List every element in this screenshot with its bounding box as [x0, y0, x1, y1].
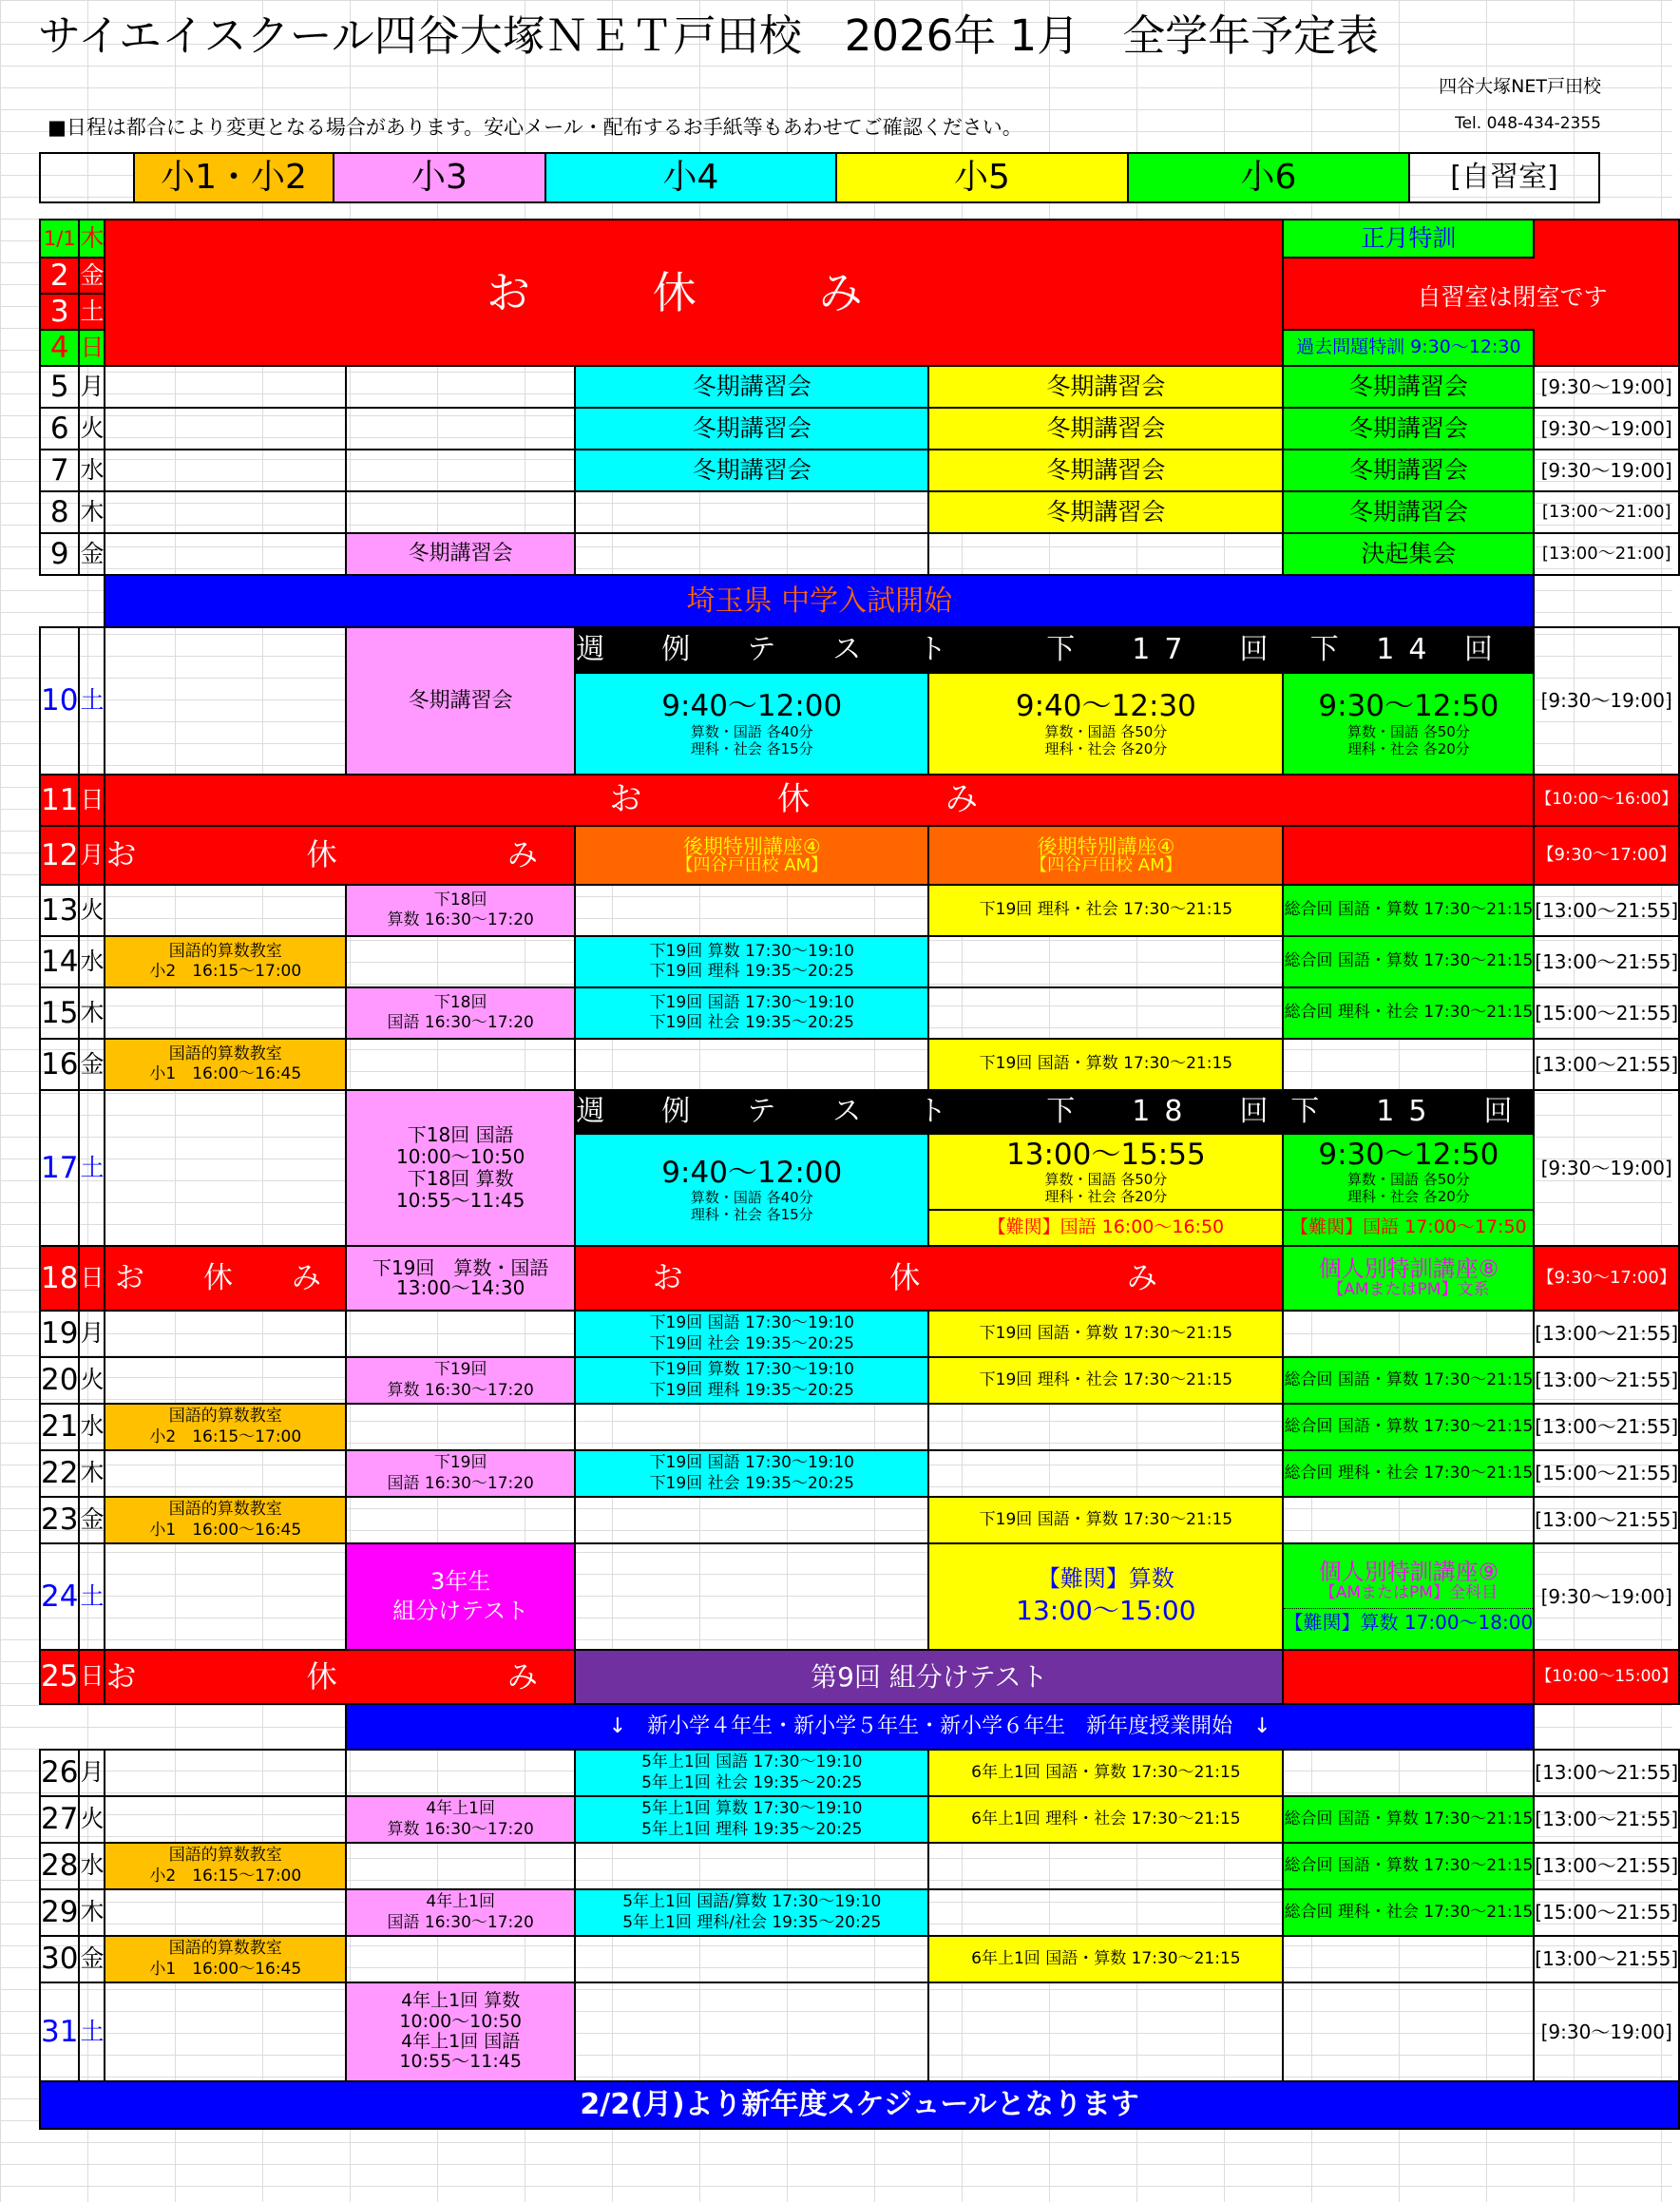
cell-g3: [346, 450, 575, 491]
cell-g6: 9:30～12:50 算数・国語 各50分 理科・社会 各20分: [1283, 673, 1534, 775]
weekday-cell: 日: [79, 1650, 105, 1704]
weekday-cell: 月: [79, 826, 105, 885]
date-cell: 17: [40, 1090, 79, 1246]
cell-g12: [105, 885, 346, 936]
date-cell: 7: [40, 450, 79, 491]
table-row: [40, 575, 1679, 627]
table-row: [40, 1796, 1679, 1843]
date-cell: 13: [40, 885, 79, 936]
weekday-cell: 月: [79, 366, 105, 408]
table-row: [40, 491, 1679, 533]
cell-g12: 国語的算数教室 小2 16:15～17:00: [105, 1404, 346, 1450]
table-row: [40, 533, 1679, 575]
weekday-cell: 日: [79, 1246, 105, 1311]
cell-g6: 総合回 国語・算数 17:30～21:15: [1283, 1357, 1534, 1404]
cell-g5: [928, 1889, 1283, 1936]
cell-g4: [575, 1039, 928, 1090]
cell-g6: 決起集会: [1283, 533, 1534, 575]
cell-g4: 下19回 算数 17:30～19:10 下19回 理科 19:35～20:25: [575, 1357, 928, 1404]
cell-g4: [575, 1543, 928, 1650]
col-grade-3: 小3: [334, 153, 545, 202]
weekday-cell: 金: [79, 1039, 105, 1090]
table-row: [40, 987, 1679, 1039]
weekday-cell: 月: [79, 1750, 105, 1796]
column-header: [39, 152, 1600, 203]
saitama-banner: 埼玉県 中学入試開始: [105, 575, 1534, 627]
schedule-table: [39, 219, 1680, 2130]
cell-g6: 9:30～12:50 算数・国語 各50分 理科・社会 各20分: [1283, 1134, 1534, 1210]
cell-g3: [346, 1750, 575, 1796]
date-cell: 19: [40, 1311, 79, 1357]
weekday-cell: 木: [79, 220, 105, 258]
cell-g4: [575, 1982, 928, 2081]
table-row: [40, 1843, 1679, 1889]
cell-g12: [105, 1889, 346, 1936]
cell-g3: 下19回 算数 16:30～17:20: [346, 1357, 575, 1404]
date-cell: 6: [40, 408, 79, 450]
cell-g5: [928, 1843, 1283, 1889]
weekday-cell: 火: [79, 885, 105, 936]
study-room-hours: 【9:30～17:00】: [1534, 826, 1679, 885]
date-cell: 30: [40, 1936, 79, 1982]
special-course: 正月特訓: [1283, 220, 1534, 258]
table-row: [40, 1450, 1679, 1497]
weekday-cell: 火: [79, 1796, 105, 1843]
date-cell: 15: [40, 987, 79, 1039]
cell-g6: [1283, 1311, 1534, 1357]
study-room-hours: [9:30～19:00]: [1534, 1543, 1679, 1650]
weekday-cell: 土: [79, 1982, 105, 2081]
cell-g12: 国語的算数教室 小1 16:00～16:45: [105, 1936, 346, 1982]
col-study-room: [自習室]: [1409, 153, 1599, 202]
cell-g5: 6年上1回 国語・算数 17:30～21:15: [928, 1936, 1283, 1982]
cell-g6: [1283, 1650, 1534, 1704]
holiday-banner: お 休 み: [105, 775, 1534, 826]
study-room-hours: [15:00～21:55]: [1534, 987, 1679, 1039]
weekday-cell: 水: [79, 1404, 105, 1450]
study-room-hours: [15:00～21:55]: [1534, 1889, 1679, 1936]
table-row: [40, 775, 1679, 826]
date-cell: 16: [40, 1039, 79, 1090]
cell-g5: 下19回 国語・算数 17:30～21:15: [928, 1311, 1283, 1357]
col-grade-6: 小6: [1128, 153, 1409, 202]
cell-g3: [346, 1039, 575, 1090]
cell-g12: 国語的算数教室 小1 16:00～16:45: [105, 1039, 346, 1090]
weekly-test-banner: 週 例 テ ス ト 下 18 回: [575, 1090, 1283, 1134]
weekday-cell: 金: [79, 1497, 105, 1543]
cell-g5: 後期特別講座④ 【四谷戸田校 AM】: [928, 826, 1283, 885]
holiday-banner: お 休 み: [105, 1650, 575, 1704]
table-row: [40, 885, 1679, 936]
date-cell: 28: [40, 1843, 79, 1889]
holiday-banner: お 休 み: [575, 1246, 1283, 1311]
study-room-hours: [13:00～21:55]: [1534, 1796, 1679, 1843]
table-row: [40, 1039, 1679, 1090]
weekday-cell: 月: [79, 1311, 105, 1357]
cell-g5: [928, 1404, 1283, 1450]
date-cell: 27: [40, 1796, 79, 1843]
cell-g12: [105, 533, 346, 575]
table-row: [40, 1311, 1679, 1357]
table-row: [40, 1750, 1679, 1796]
date-cell: 21: [40, 1404, 79, 1450]
table-row: [40, 1404, 1679, 1450]
grouping-test-banner: 第9回 組分けテスト: [575, 1650, 1283, 1704]
cell-g5: [928, 533, 1283, 575]
cell-g6: 冬期講習会: [1283, 491, 1534, 533]
cell-g6: [1283, 826, 1534, 885]
cell-g4: 下19回 国語 17:30～19:10 下19回 社会 19:35～20:25: [575, 1311, 928, 1357]
study-room-hours: [9:30～19:00]: [1534, 450, 1679, 491]
new-year-banner: ↓ 新小学４年生・新小学５年生・新小学６年生 新年度授業開始 ↓: [346, 1704, 1534, 1750]
cell-g4: 9:40～12:00 算数・国語 各40分 理科・社会 各15分: [575, 1134, 928, 1246]
cell-g6: 冬期講習会: [1283, 408, 1534, 450]
weekly-test-banner-g6: 下 14 回: [1283, 627, 1534, 673]
table-row: [40, 936, 1679, 987]
cell-g6: 個人別特訓講座⑧ 【AMまたはPM】文系: [1283, 1246, 1534, 1311]
date-cell: 10: [40, 627, 79, 775]
cell-g3: [346, 936, 575, 987]
cell-g4: 後期特別講座④ 【四谷戸田校 AM】: [575, 826, 928, 885]
table-row: [40, 1982, 1679, 2081]
study-room-hours: [13:00～21:55]: [1534, 1936, 1679, 1982]
date-cell: 14: [40, 936, 79, 987]
study-room-hours: [15:00～21:55]: [1534, 1450, 1679, 1497]
cell-g3: [346, 1843, 575, 1889]
cell-g3: [346, 366, 575, 408]
cell-g4: 冬期講習会: [575, 408, 928, 450]
cell-g3: [346, 1311, 575, 1357]
study-room-hours: [13:00～21:55]: [1534, 936, 1679, 987]
cell-g3: [346, 1497, 575, 1543]
cell-g6: [1283, 1039, 1534, 1090]
study-room-hours: [13:00～21:55]: [1534, 1497, 1679, 1543]
weekday-cell: 土: [79, 627, 105, 775]
closed-note: 自習室は閉室です: [1283, 258, 1534, 330]
cell-g5: [928, 987, 1283, 1039]
weekday-cell: 土: [79, 294, 105, 330]
cell-g12: 国語的算数教室 小2 16:15～17:00: [105, 936, 346, 987]
cell-g3: 下18回 算数 16:30～17:20: [346, 885, 575, 936]
date-cell: 31: [40, 1982, 79, 2081]
date-cell: 12: [40, 826, 79, 885]
cell-g5-advanced: 【難関】国語 16:00～16:50: [928, 1210, 1283, 1246]
holiday-banner: お 休 み: [105, 220, 1283, 366]
table-row: [40, 1246, 1679, 1311]
study-room-hours: 【10:00～16:00】: [1534, 775, 1679, 826]
cell-g5: 6年上1回 国語・算数 17:30～21:15: [928, 1750, 1283, 1796]
cell-g5: [928, 936, 1283, 987]
cell-g5: 冬期講習会: [928, 491, 1283, 533]
date-cell: 23: [40, 1497, 79, 1543]
table-row: [40, 627, 1679, 673]
study-room-hours: [13:00～21:55]: [1534, 885, 1679, 936]
cell-g5: 9:40～12:30 算数・国語 各50分 理科・社会 各20分: [928, 673, 1283, 775]
study-room-hours: [9:30～19:00]: [1534, 1982, 1679, 2081]
cell-g12: [105, 408, 346, 450]
cell-g4: [575, 1404, 928, 1450]
weekday-cell: 土: [79, 1543, 105, 1650]
cell-g3: 冬期講習会: [346, 533, 575, 575]
cell-g5: 下19回 国語・算数 17:30～21:15: [928, 1039, 1283, 1090]
cell-g3: [346, 1404, 575, 1450]
weekday-cell: 火: [79, 408, 105, 450]
study-room-hours: [13:00～21:55]: [1534, 1750, 1679, 1796]
table-row: [40, 450, 1679, 491]
cell-g12: [105, 627, 346, 775]
cell-g3: [346, 1936, 575, 1982]
cell-g6: 総合回 国語・算数 17:30～21:15: [1283, 885, 1534, 936]
weekday-cell: 日: [79, 330, 105, 366]
cell-g4: [575, 533, 928, 575]
table-row: [40, 1357, 1679, 1404]
cell-g6: [1283, 1982, 1534, 2081]
table-row: [40, 366, 1679, 408]
weekday-cell: 火: [79, 1357, 105, 1404]
cell-g6: [1283, 1936, 1534, 1982]
table-row: [40, 220, 1679, 258]
date-cell: 5: [40, 366, 79, 408]
cell-g3: 下19回 国語 16:30～17:20: [346, 1450, 575, 1497]
weekday-cell: 水: [79, 450, 105, 491]
weekday-cell: 土: [79, 1090, 105, 1246]
cell-g3: 冬期講習会: [346, 627, 575, 775]
cell-g3: 3年生 組分けテスト: [346, 1543, 575, 1650]
cell-g3: [346, 491, 575, 533]
holiday-banner: お 休 み: [105, 1246, 346, 1311]
table-row: [40, 1650, 1679, 1704]
table-row: [40, 1936, 1679, 1982]
cell-g6: 冬期講習会: [1283, 450, 1534, 491]
cell-g12: 国語的算数教室 小1 16:00～16:45: [105, 1497, 346, 1543]
table-row: [40, 2081, 1679, 2129]
cell-g6: 総合回 国語・算数 17:30～21:15: [1283, 936, 1534, 987]
weekly-test-banner-g6: 下 15 回: [1283, 1090, 1534, 1134]
cell-g5: 下19回 国語・算数 17:30～21:15: [928, 1497, 1283, 1543]
cell-g6: 冬期講習会: [1283, 366, 1534, 408]
school-name: 四谷大塚NET戸田校: [1439, 76, 1601, 97]
study-room-hours: [13:00～21:55]: [1534, 1311, 1679, 1357]
cell-g3: [346, 408, 575, 450]
cell-g6: 個人別特訓講座⑨ 【AMまたはPM】全科目 【難関】算数 17:00～18:00: [1283, 1543, 1534, 1650]
weekday-cell: 日: [79, 775, 105, 826]
table-row: [40, 826, 1679, 885]
cell-g12: [105, 366, 346, 408]
cell-g3: 4年上1回 算数 16:30～17:20: [346, 1796, 575, 1843]
cell-g3: 下18回 国語 10:00～10:50 下18回 算数 10:55～11:45: [346, 1090, 575, 1246]
study-room-hours: 【9:30～17:00】: [1534, 1246, 1679, 1311]
weekly-test-banner: 週 例 テ ス ト 下 17 回: [575, 627, 1283, 673]
study-room-hours: [13:00～21:00]: [1534, 533, 1679, 575]
cell-g6: [1283, 1497, 1534, 1543]
study-room-hours: [13:00～21:55]: [1534, 1357, 1679, 1404]
cell-g3: 4年上1回 国語 16:30～17:20: [346, 1889, 575, 1936]
cell-g5: 【難関】算数 13:00～15:00: [928, 1543, 1283, 1650]
cell-g12: [105, 1750, 346, 1796]
cell-g5: 下19回 理科・社会 17:30～21:15: [928, 885, 1283, 936]
study-room-hours: [13:00～21:55]: [1534, 1039, 1679, 1090]
cell-g5: [928, 1450, 1283, 1497]
footer-banner: 2/2(月)より新年度スケジュールとなります: [40, 2081, 1679, 2129]
table-row: [40, 1497, 1679, 1543]
date-cell: 8: [40, 491, 79, 533]
cell-g6: 総合回 理科・社会 17:30～21:15: [1283, 987, 1534, 1039]
cell-g12: [105, 491, 346, 533]
weekday-cell: 木: [79, 491, 105, 533]
table-row: [40, 1889, 1679, 1936]
date-cell: 9: [40, 533, 79, 575]
cell-g5: 冬期講習会: [928, 450, 1283, 491]
notice-text: ■日程は都合により変更となる場合があります。安心メール・配布するお手紙等もあわせてご確認ください。: [48, 116, 1022, 139]
col-grade-5: 小5: [836, 153, 1128, 202]
weekday-cell: 水: [79, 936, 105, 987]
cell-g12: [105, 1090, 346, 1246]
table-row: [40, 1704, 1679, 1750]
date-cell: 25: [40, 1650, 79, 1704]
cell-g4: 下19回 国語 17:30～19:10 下19回 社会 19:35～20:25: [575, 1450, 928, 1497]
cell-g12: [105, 1982, 346, 2081]
cell-g4: 5年上1回 算数 17:30～19:10 5年上1回 理科 19:35～20:25: [575, 1796, 928, 1843]
cell-g4: [575, 1936, 928, 1982]
study-room-hours: [9:30～19:00]: [1534, 366, 1679, 408]
study-room-hours: [13:00～21:55]: [1534, 1843, 1679, 1889]
cell-g5: 冬期講習会: [928, 408, 1283, 450]
cell-g3: 下18回 国語 16:30～17:20: [346, 987, 575, 1039]
weekday-cell: 木: [79, 1889, 105, 1936]
cell-g4: [575, 1497, 928, 1543]
col-grade-1-2: 小1・小2: [134, 153, 334, 202]
cell-g4: 下19回 国語 17:30～19:10 下19回 社会 19:35～20:25: [575, 987, 928, 1039]
phone-number: Tel. 048-434-2355: [1455, 114, 1601, 133]
cell-g3: 下19回 算数・国語 13:00～14:30: [346, 1246, 575, 1311]
cell-g4: 冬期講習会: [575, 366, 928, 408]
cell-g12: [105, 1796, 346, 1843]
date-cell: 11: [40, 775, 79, 826]
cell-g5: [928, 1982, 1283, 2081]
cell-g12: [105, 1543, 346, 1650]
study-room-hours: [13:00～21:00]: [1534, 491, 1679, 533]
weekday-cell: 水: [79, 1843, 105, 1889]
weekday-cell: 木: [79, 1450, 105, 1497]
cell-g4: 9:40～12:00 算数・国語 各40分 理科・社会 各15分: [575, 673, 928, 775]
date-cell: 26: [40, 1750, 79, 1796]
cell-g6: 総合回 国語・算数 17:30～21:15: [1283, 1843, 1534, 1889]
date-cell: 3: [40, 294, 79, 330]
date-cell: 22: [40, 1450, 79, 1497]
page-title: サイエイスクール四谷大塚ＮＥＴ戸田校 2026年 1月 全学年予定表: [38, 10, 1380, 61]
date-cell: 2: [40, 258, 79, 294]
weekday-cell: 金: [79, 1936, 105, 1982]
cell-g12: [105, 1311, 346, 1357]
cell-g6: 総合回 国語・算数 17:30～21:15: [1283, 1796, 1534, 1843]
holiday-banner: お 休 み: [105, 826, 575, 885]
cell-g4: 5年上1回 国語 17:30～19:10 5年上1回 社会 19:35～20:25: [575, 1750, 928, 1796]
table-row: [40, 408, 1679, 450]
study-room-hours: [13:00～21:55]: [1534, 1404, 1679, 1450]
cell-g4: 冬期講習会: [575, 450, 928, 491]
study-room-hours: 【10:00～15:00】: [1534, 1650, 1679, 1704]
cell-g6: 総合回 理科・社会 17:30～21:15: [1283, 1450, 1534, 1497]
col-grade-4: 小4: [545, 153, 836, 202]
cell-g12: [105, 987, 346, 1039]
past-exam-course: 過去問題特訓 9:30～12:30: [1283, 330, 1534, 366]
date-cell: 29: [40, 1889, 79, 1936]
study-room-hours: [9:30～19:00]: [1534, 408, 1679, 450]
study-room-hours: [9:30～19:00]: [1534, 627, 1679, 775]
weekday-cell: 木: [79, 987, 105, 1039]
cell-g12: [105, 1357, 346, 1404]
cell-g5: 6年上1回 理科・社会 17:30～21:15: [928, 1796, 1283, 1843]
cell-g4: [575, 885, 928, 936]
cell-g5: 冬期講習会: [928, 366, 1283, 408]
cell-g5: 下19回 理科・社会 17:30～21:15: [928, 1357, 1283, 1404]
date-cell: 18: [40, 1246, 79, 1311]
header-blank: [40, 153, 134, 202]
cell-g5: 13:00～15:55 算数・国語 各50分 理科・社会 各20分: [928, 1134, 1283, 1210]
date-cell: 20: [40, 1357, 79, 1404]
cell-g6: 総合回 国語・算数 17:30～21:15: [1283, 1404, 1534, 1450]
date-cell: 4: [40, 330, 79, 366]
weekday-cell: 金: [79, 258, 105, 294]
cell-g4: [575, 491, 928, 533]
cell-g6: [1283, 1750, 1534, 1796]
weekday-cell: 金: [79, 533, 105, 575]
cell-g6-advanced: 【難関】国語 17:00～17:50: [1283, 1210, 1534, 1246]
date-cell: 1/1: [40, 220, 79, 258]
study-room-hours: [9:30～19:00]: [1534, 1090, 1679, 1246]
cell-g4: 5年上1回 国語/算数 17:30～19:10 5年上1回 理科/社会 19:35～20:25: [575, 1889, 928, 1936]
cell-g6: 総合回 理科・社会 17:30～21:15: [1283, 1889, 1534, 1936]
table-row: [40, 1543, 1679, 1650]
cell-g12: [105, 450, 346, 491]
cell-g4: 下19回 算数 17:30～19:10 下19回 理科 19:35～20:25: [575, 936, 928, 987]
table-row: [40, 1090, 1679, 1134]
cell-g4: [575, 1843, 928, 1889]
cell-g3: 4年上1回 算数 10:00～10:50 4年上1回 国語 10:55～11:45: [346, 1982, 575, 2081]
date-cell: 24: [40, 1543, 79, 1650]
cell-g12: 国語的算数教室 小2 16:15～17:00: [105, 1843, 346, 1889]
cell-g12: [105, 1450, 346, 1497]
